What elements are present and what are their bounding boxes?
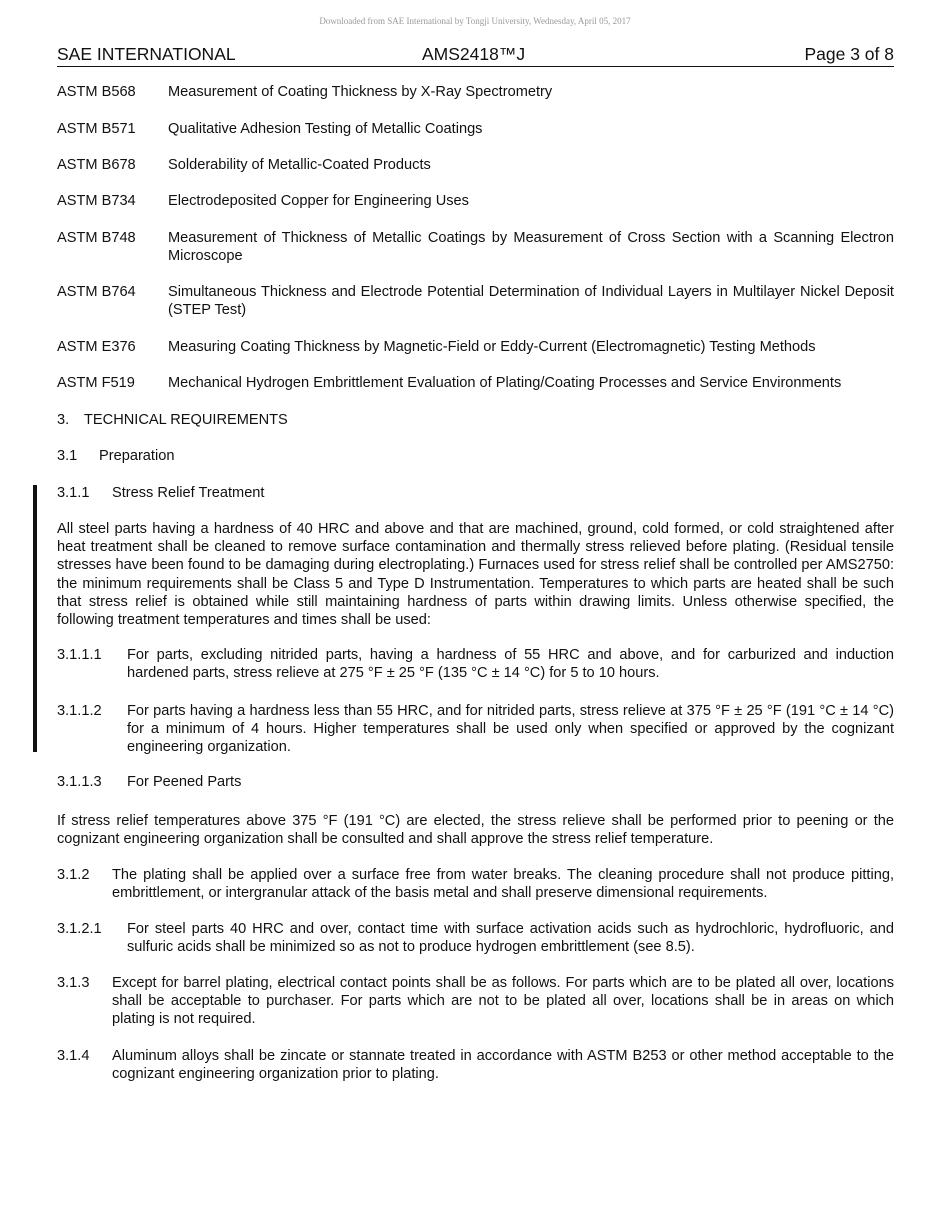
reference-item [57, 229, 894, 265]
reference-title: Electrodeposited Copper for Engineering Uses [168, 193, 469, 209]
section-heading [57, 411, 894, 429]
section-number: 3. [57, 412, 70, 428]
paragraph-text: Aluminum alloys shall be zincate or stannate treated in accordance with ASTM B253 or other method acceptable to the cognizant engineering organization prior to plating. [112, 1048, 894, 1083]
reference-code: ASTM B568 [57, 84, 136, 100]
section-number: 3.1.1.3 [57, 774, 102, 790]
paragraph-text: For steel parts 40 HRC and over, contact time with surface activation acids such as hydrochloric, hydrofluoric, and sulfuric acids shall be minimized so as not to produce hydrogen embrittlement (see 8.5). [127, 921, 894, 956]
section-heading [57, 773, 894, 791]
reference-code: ASTM B764 [57, 284, 136, 300]
reference-title: Mechanical Hydrogen Embrittlement Evaluation of Plating/Coating Processes and Service Environments [168, 375, 842, 391]
section-heading [57, 447, 894, 465]
paragraph-text: The plating shall be applied over a surface free from water breaks. The cleaning procedure shall not produce pitting, embrittlement, or intergranular attack of the basis metal and shall preserve dimensional requirements. [112, 867, 894, 902]
section-number: 3.1 [57, 448, 78, 464]
numbered-paragraph [57, 702, 894, 757]
paragraph-text: For parts having a hardness less than 55 HRC, and for nitrided parts, stress relieve at 375 °F ± 25 °F (191 °C ± 14 °C) for a minimum of 4 hours. Higher temperatures shall be used only when specified or approved by the cognizant engineering organization. [127, 703, 894, 756]
header-document-number: AMS2418™J [422, 44, 526, 64]
paragraph-text: Except for barrel plating, electrical contact points shall be as follows. For parts which are to be plated all over, locations shall be acceptable to purchaser. For parts which are not to be plated all over, locations shall be in areas on which plating is not required. [112, 975, 894, 1028]
numbered-paragraph [57, 1047, 894, 1083]
section-paragraph: All steel parts having a hardness of 40 HRC and above and that are machined, ground, cold formed, or cold straightened after heat treatment shall be cleaned to remove surface contamination and thermally stress relieved before plating. (Residual tensile stresses have been found to be damaging during electroplating.) Furnaces used for stress relief shall be controlled per AMS2750: the minimum requirements shall be Class 5 and Type D Instrumentation. Temperatures to which parts are heated shall be such that stress relief is obtained while still maintaining hardness of parts within drawing limits. Unless otherwise specified, the following treatment temperatures and times shall be used: [57, 521, 894, 629]
section-title: Preparation [99, 448, 175, 464]
paragraph-number: 3.1.4 [57, 1048, 90, 1064]
reference-item [57, 338, 894, 356]
numbered-paragraph [57, 866, 894, 902]
reference-code: ASTM B734 [57, 193, 136, 209]
paragraph-number: 3.1.1.2 [57, 703, 102, 719]
reference-item [57, 156, 894, 174]
download-watermark: Downloaded from SAE International by Tongji University, Wednesday, April 05, 2017 [319, 16, 631, 26]
header-organization: SAE INTERNATIONAL [57, 44, 236, 64]
section-heading [57, 484, 894, 502]
reference-item [57, 283, 894, 319]
reference-item [57, 374, 894, 392]
paragraph-number: 3.1.2.1 [57, 921, 102, 937]
section-paragraph: If stress relief temperatures above 375 °F (191 °C) are elected, the stress relieve shall be performed prior to peening or the cognizant engineering organization shall be consulted and shall approve the stress relief temperature. [57, 813, 894, 848]
reference-code: ASTM F519 [57, 375, 135, 391]
numbered-paragraph [57, 974, 894, 1029]
numbered-paragraph [57, 646, 894, 682]
reference-title: Measurement of Thickness of Metallic Coatings by Measurement of Cross Section with a Scanning Electron Microscope [168, 230, 894, 265]
section-title: Stress Relief Treatment [112, 485, 265, 501]
page-header [57, 44, 894, 67]
section-number: 3.1.1 [57, 485, 90, 501]
reference-item [57, 192, 894, 210]
paragraph-number: 3.1.3 [57, 975, 90, 991]
paragraph-number: 3.1.1.1 [57, 647, 102, 663]
reference-title: Measuring Coating Thickness by Magnetic-Field or Eddy-Current (Electromagnetic) Testing Methods [168, 339, 816, 355]
revision-change-bar [33, 485, 37, 752]
reference-title: Qualitative Adhesion Testing of Metallic Coatings [168, 121, 483, 137]
paragraph-text: For parts, excluding nitrided parts, having a hardness of 55 HRC and above, and for carburized and induction hardened parts, stress relieve at 275 °F ± 25 °F (135 °C ± 14 °C) for 5 to 10 hours. [127, 647, 894, 682]
section-title: For Peened Parts [127, 774, 242, 790]
paragraph-number: 3.1.2 [57, 867, 90, 883]
reference-item [57, 83, 894, 101]
reference-code: ASTM B571 [57, 121, 136, 137]
header-page-number: Page 3 of 8 [804, 44, 894, 64]
reference-code: ASTM E376 [57, 339, 136, 355]
reference-item [57, 120, 894, 138]
numbered-paragraph [57, 920, 894, 956]
reference-title: Measurement of Coating Thickness by X-Ray Spectrometry [168, 84, 553, 100]
reference-title: Simultaneous Thickness and Electrode Potential Determination of Individual Layers in Multilayer Nickel Deposit (STEP Test) [168, 284, 894, 319]
reference-code: ASTM B678 [57, 157, 136, 173]
section-title: TECHNICAL REQUIREMENTS [84, 412, 288, 428]
reference-title: Solderability of Metallic-Coated Products [168, 157, 431, 173]
reference-code: ASTM B748 [57, 230, 136, 246]
